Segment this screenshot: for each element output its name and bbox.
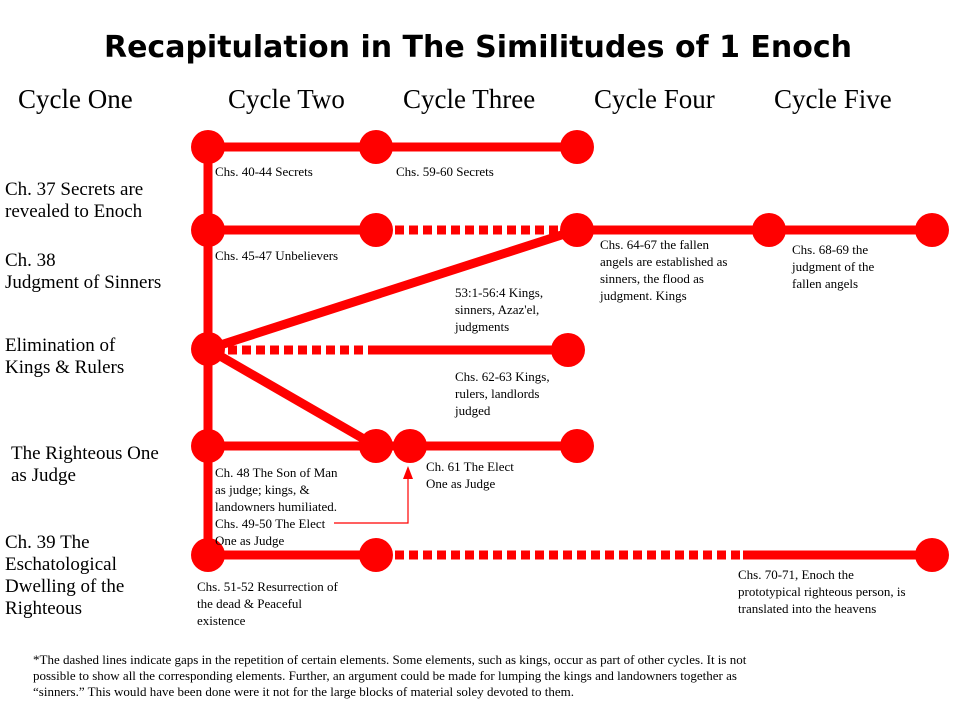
note-chs-62-63: Chs. 62-63 Kings, rulers, landlords judged <box>455 369 550 418</box>
cycle-five-label: Cycle Five <box>774 84 892 114</box>
node-fallen-angels-c4 <box>752 213 786 247</box>
note-chs-40-44: Chs. 40-44 Secrets <box>215 164 313 179</box>
node-dwelling-c2 <box>359 538 393 572</box>
node-righteous-c3 <box>560 429 594 463</box>
note-chs-59-60: Chs. 59-60 Secrets <box>396 164 494 179</box>
arrow-connector-line <box>334 476 408 523</box>
note-chs-51-52: Chs. 51-52 Resurrection of the dead & Peaceful existence <box>197 579 338 628</box>
node-secrets-c3 <box>560 130 594 164</box>
node-elimination-c1 <box>191 332 225 366</box>
note-chs-70-71: Chs. 70-71, Enoch the prototypical righteous person, is translated into the heavens <box>738 567 906 616</box>
node-unbelievers-c1 <box>191 213 225 247</box>
footnote: *The dashed lines indicate gaps in the repetition of certain elements. Some elements, such as kings, occur as part of other cycles. It is not possible to show all the corresponding elements. Further, an argument could be made for lumping the kings and landowners together as “sinners.” This would have been done were it not for the large blocks of material soley devoted to them. <box>33 652 747 699</box>
node-secrets-c2 <box>359 130 393 164</box>
note-chs-48-50: Ch. 48 The Son of Man as judge; kings, & landowners humiliated. Chs. 49-50 The Elect One as Judge <box>215 465 338 548</box>
row-label-dwelling: Ch. 39 The Eschatological Dwelling of the Righteous <box>5 532 125 619</box>
node-righteous-c2 <box>359 429 393 463</box>
note-ch-61: Ch. 61 The Elect One as Judge <box>426 459 514 491</box>
cycle-two-label: Cycle Two <box>228 84 345 114</box>
node-righteous-c1 <box>191 429 225 463</box>
row-label-elimination: Elimination of Kings & Rulers <box>5 335 125 378</box>
node-secrets-c1 <box>191 130 225 164</box>
cycle-one-label: Cycle One <box>18 84 133 114</box>
diagram-title: Recapitulation in The Similitudes of 1 Enoch <box>103 30 853 65</box>
elect-one-arrow <box>334 466 413 523</box>
cycle-three-label: Cycle Three <box>403 84 536 114</box>
row-label-righteous: The Righteous One as Judge <box>11 443 159 486</box>
node-fallen-angels-c3 <box>560 213 594 247</box>
node-unbelievers-c2 <box>359 213 393 247</box>
row-label-judgment: Ch. 38 Judgment of Sinners <box>5 250 162 293</box>
arrow-head-icon <box>403 466 413 479</box>
note-chs-45-47: Chs. 45-47 Unbelievers <box>215 248 339 263</box>
note-chs-64-67: Chs. 64-67 the fallen angels are established as sinners, the flood as judgment. Kings <box>600 237 728 303</box>
node-elect-one-c3 <box>393 429 427 463</box>
row-label-secrets: Ch. 37 Secrets are revealed to Enoch <box>5 179 144 222</box>
node-fallen-angels-c5 <box>915 213 949 247</box>
cycle-four-label: Cycle Four <box>594 84 715 114</box>
note-chs-68-69: Chs. 68-69 the judgment of the fallen angels <box>792 242 875 291</box>
elect-one-diagonal-line <box>208 349 376 446</box>
note-53-56: 53:1-56:4 Kings, sinners, Azaz'el, judgments <box>455 285 544 334</box>
node-dwelling-c5 <box>915 538 949 572</box>
node-kings-c3 <box>551 333 585 367</box>
